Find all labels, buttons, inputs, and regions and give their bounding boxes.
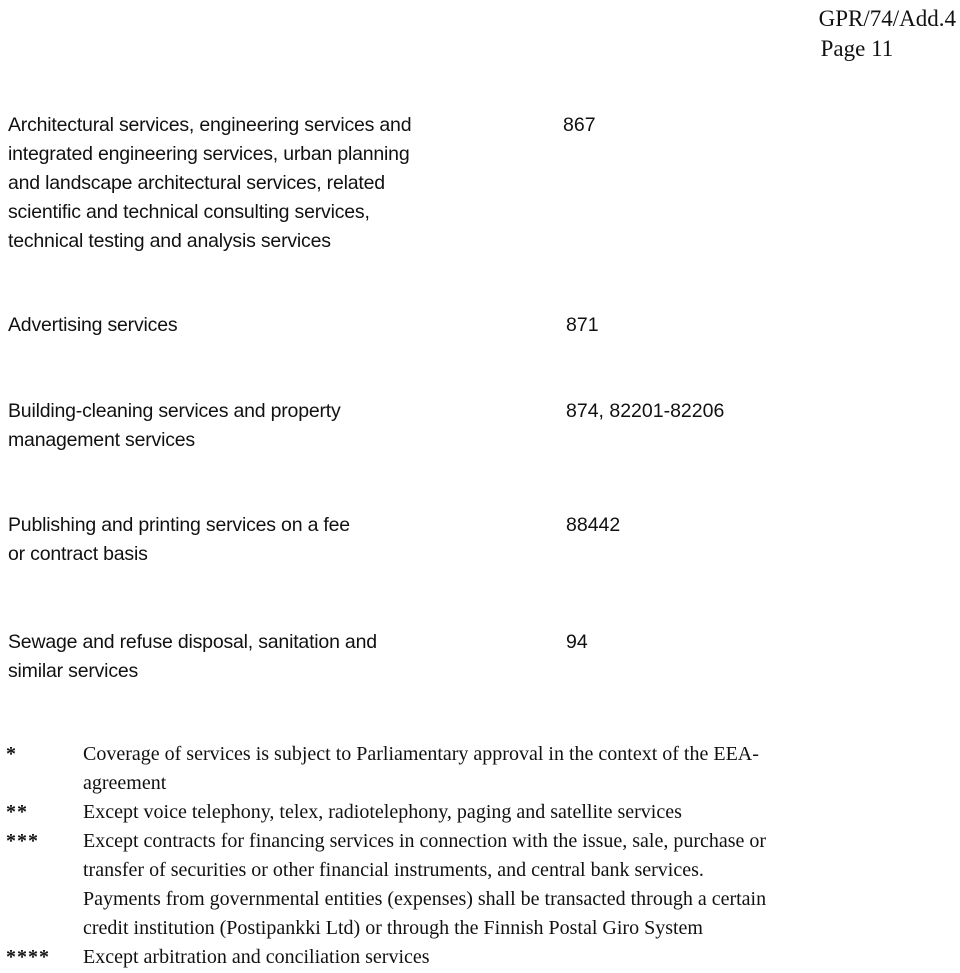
service-description: Advertising services (8, 314, 178, 336)
service-description: Sewage and refuse disposal, sanitation and similar services (8, 631, 377, 682)
service-code: 88442 (566, 514, 621, 536)
footnotes (6, 740, 956, 972)
service-code: 867 (563, 114, 596, 136)
footnote-line: Except contracts for financing services in connection with the issue, sale, purchase or (83, 830, 767, 852)
page-number: Page 11 (820, 36, 894, 61)
footnote (6, 827, 956, 943)
footnote-marker: * (6, 743, 17, 765)
footnote-line: Except arbitration and conciliation services (83, 946, 430, 968)
footnote-line: Except voice telephony, telex, radiotelephony, paging and satellite services (83, 801, 682, 823)
footnote-line: Payments from governmental entities (expenses) shall be transacted through a certain (83, 888, 767, 910)
service-code: 94 (566, 631, 588, 653)
document-symbol: GPR/74/Add.4 (818, 6, 956, 31)
document-reference (819, 4, 956, 64)
footnote (6, 798, 956, 827)
footnote-line: Coverage of services is subject to Parliamentary approval in the context of the EEA- (83, 743, 759, 765)
footnote (6, 740, 956, 798)
footnote-line: credit institution (Postipankki Ltd) or through the Finnish Postal Giro System (83, 917, 703, 939)
footnote-marker: *** (6, 830, 39, 852)
footnote-marker: ** (6, 801, 28, 823)
footnote-text (83, 740, 956, 798)
service-description: Building-cleaning services and property management services (8, 400, 341, 451)
service-description: Architectural services, engineering services and integrated engineering services, urban planning and landscape architectural services, related scientific and technical consulting services, technical testing and analysis services (8, 114, 412, 252)
footnote-text (83, 798, 956, 827)
footnote-marker: **** (6, 946, 50, 968)
service-code: 874, 82201-82206 (566, 400, 725, 422)
footnote-line: agreement (83, 772, 167, 794)
footnote (6, 943, 956, 972)
service-code: 871 (566, 314, 599, 336)
footnote-text (83, 943, 956, 972)
footnote-text (83, 827, 956, 943)
footnote-line: transfer of securities or other financial instruments, and central bank services. (83, 859, 704, 881)
service-description: Publishing and printing services on a fee or contract basis (8, 514, 350, 565)
